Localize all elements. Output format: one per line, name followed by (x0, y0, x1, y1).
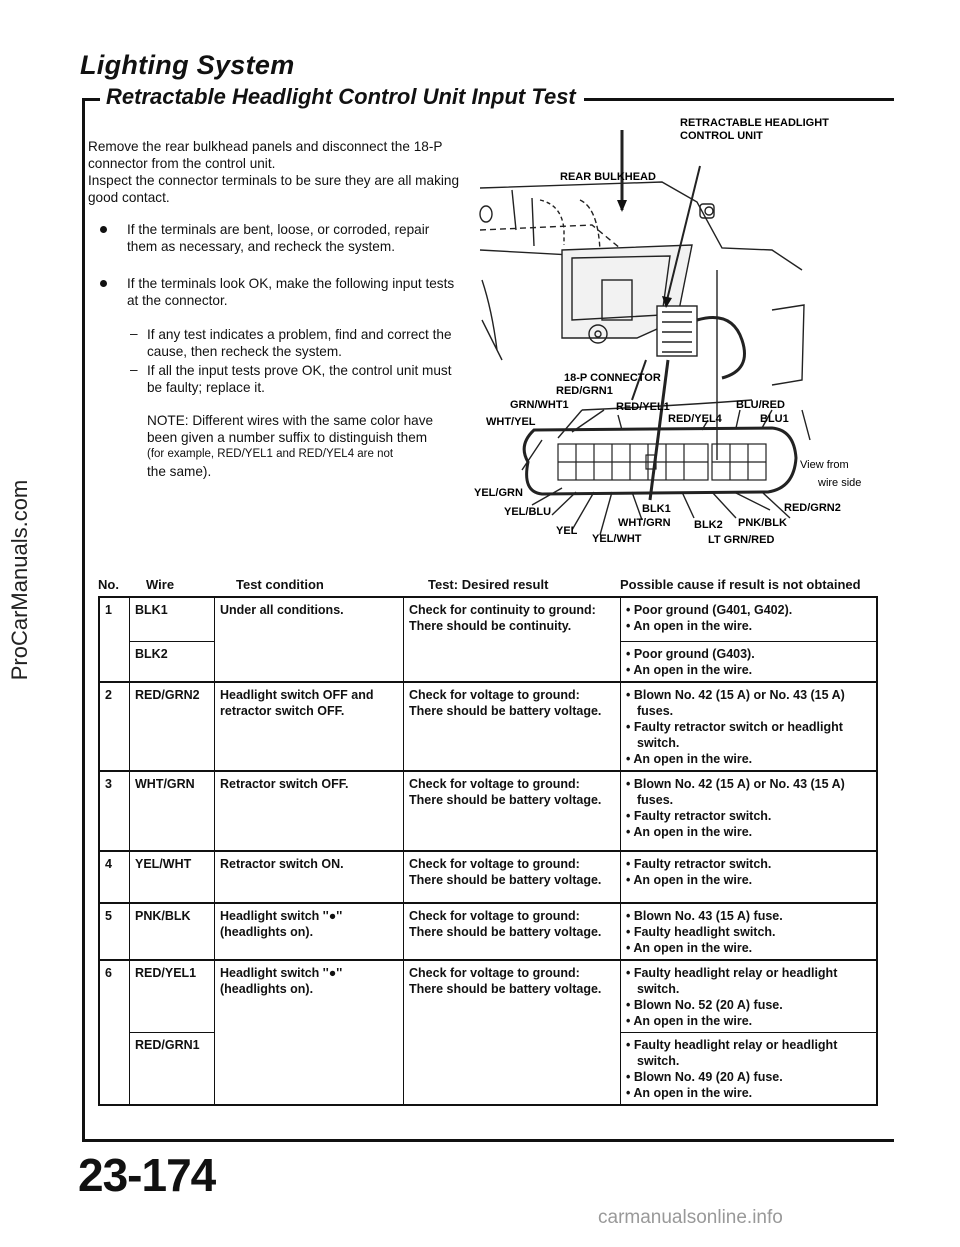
cause-item: • Blown No. 49 (20 A) fuse. (626, 1069, 783, 1084)
cell-causes (621, 903, 878, 960)
cell-condition: Retractor switch OFF. (215, 771, 404, 851)
label-lt-grn-red: LT GRN/RED (708, 534, 775, 546)
th-cause: Possible cause if result is not obtained (620, 577, 861, 592)
cell-wire: PNK/BLK (130, 903, 215, 960)
cause-item: • An open in the wire. (626, 751, 753, 766)
cell-no: 1 (99, 597, 130, 641)
cell-no: 5 (99, 903, 130, 960)
section-title: Lighting System (80, 50, 295, 80)
table-row (99, 771, 877, 851)
dash-1-text: If any test indicates a problem, find and correct the cause, then recheck the system. (147, 327, 452, 359)
table-row (99, 903, 877, 960)
cell-condition: Headlight switch OFF and retractor switch OFF. (215, 682, 404, 771)
cause-item: • An open in the wire. (626, 1085, 753, 1100)
page-number: 23-174 (78, 1149, 216, 1201)
label-red-grn1: RED/GRN1 (556, 385, 613, 397)
cell-condition (215, 1032, 404, 1105)
cell-causes (621, 771, 878, 851)
cell-no: 6 (99, 960, 130, 1033)
connector-diagram (472, 110, 892, 550)
cause-item: • Poor ground (G403). (626, 646, 755, 661)
label-view-from: View from wire side (800, 459, 862, 489)
bullet-2 (100, 275, 460, 309)
label-grn-wht1: GRN/WHT1 (510, 399, 569, 411)
cause-item: • Blown No. 52 (20 A) fuse. (626, 997, 783, 1012)
cell-causes (621, 851, 878, 903)
intro-text (88, 138, 462, 206)
cell-result (404, 641, 621, 682)
label-control-unit (680, 117, 832, 142)
label-wht-yel: WHT/YEL (486, 416, 536, 428)
cause-item: • An open in the wire. (626, 940, 753, 955)
cause-item: • An open in the wire. (626, 872, 753, 887)
dash-2-text: If all the input tests prove OK, the control unit must be faulty; replace it. (147, 363, 452, 395)
intro-p2: Inspect the connector terminals to be sure they are all making good contact. (88, 173, 460, 205)
cell-condition: Retractor switch ON. (215, 851, 404, 903)
dash-1: – If any test indicates a problem, find and correct the cause, then recheck the system. (130, 326, 462, 360)
label-yel: YEL (556, 525, 578, 537)
label-control-unit-l2: CONTROL UNIT (680, 130, 763, 142)
cell-result: Check for voltage to ground: There should be battery voltage. (404, 903, 621, 960)
label-yel-wht: YEL/WHT (592, 533, 642, 545)
cell-wire: WHT/GRN (130, 771, 215, 851)
table-row (99, 641, 877, 682)
label-pnk-blk: PNK/BLK (738, 517, 787, 529)
cell-wire: BLK1 (130, 597, 215, 641)
note (147, 412, 463, 480)
th-no: No. (98, 577, 119, 592)
cause-item: • An open in the wire. (626, 662, 753, 677)
cell-no: 3 (99, 771, 130, 851)
bullet-dot (100, 280, 107, 287)
bullet-dot (100, 226, 107, 233)
label-wht-grn: WHT/GRN (618, 517, 671, 529)
label-yel-grn: YEL/GRN (474, 487, 523, 499)
label-yel-blu: YEL/BLU (504, 506, 552, 518)
cell-wire: RED/GRN1 (130, 1032, 215, 1105)
label-blu1: BLU1 (760, 413, 789, 425)
watermark-text: ProCarManuals.com (7, 479, 32, 681)
label-blk1: BLK1 (642, 503, 671, 515)
cause-item: • Faulty headlight relay or headlight switch. (626, 1037, 838, 1068)
subtitle: Retractable Headlight Control Unit Input Test (106, 84, 576, 109)
table-row (99, 682, 877, 771)
cause-item: • Faulty headlight relay or headlight switch. (626, 965, 838, 996)
th-result: Test: Desired result (428, 577, 549, 592)
label-red-yel1: RED/YEL1 (616, 401, 670, 413)
label-control-unit-l1: RETRACTABLE HEADLIGHT (680, 117, 829, 129)
label-blk2: BLK2 (694, 519, 723, 531)
note-end: the same). (147, 464, 212, 479)
bullet-1 (100, 221, 460, 255)
table-row (99, 851, 877, 903)
cell-result: Check for voltage to ground: There should be battery voltage. (404, 851, 621, 903)
cell-condition: Headlight switch ''●'' (headlights on). (215, 903, 404, 960)
subtitle-rule-right (584, 98, 894, 101)
label-connector: 18-P CONNECTOR (564, 372, 661, 384)
cell-no: 2 (99, 682, 130, 771)
bullet-1-text: If the terminals are bent, loose, or corroded, repair them as necessary, and recheck the system. (127, 222, 430, 254)
bottom-border (82, 1139, 894, 1142)
cell-result (404, 1032, 621, 1105)
cell-no: 4 (99, 851, 130, 903)
cell-result: Check for voltage to ground: There should be battery voltage. (404, 771, 621, 851)
cell-causes (621, 682, 878, 771)
th-wire: Wire (146, 577, 175, 592)
cause-item: • Faulty headlight switch. (626, 924, 776, 939)
table-body (99, 597, 877, 1105)
cell-causes (621, 960, 878, 1033)
table-row (99, 1032, 877, 1105)
cell-causes (621, 641, 878, 682)
cell-no (99, 641, 130, 682)
cell-condition (215, 641, 404, 682)
input-test-table (98, 596, 878, 1106)
cell-causes (621, 1032, 878, 1105)
cell-wire: BLK2 (130, 641, 215, 682)
cell-wire: RED/YEL1 (130, 960, 215, 1033)
cause-item: • Faulty retractor switch or headlight switch. (626, 719, 843, 750)
cause-item: • Blown No. 42 (15 A) or No. 43 (15 A) fuses. (626, 776, 845, 807)
bullet-2-text: If the terminals look OK, make the following input tests at the connector. (127, 276, 455, 308)
cause-item: • An open in the wire. (626, 619, 753, 633)
left-border (82, 98, 85, 1141)
label-red-grn2: RED/GRN2 (784, 502, 841, 514)
table-row (99, 960, 877, 1033)
cell-wire: RED/GRN2 (130, 682, 215, 771)
cell-condition: Under all conditions. (215, 597, 404, 641)
side-watermark (0, 330, 38, 830)
intro-p1: Remove the rear bulkhead panels and disconnect the 18-P connector from the control unit. (88, 139, 443, 171)
cell-condition: Headlight switch ''●'' (headlights on). (215, 960, 404, 1033)
cell-wire: YEL/WHT (130, 851, 215, 903)
note-text: NOTE: Different wires with the same color have been given a number suffix to distinguish them (147, 413, 434, 445)
dash-2: – If all the input tests prove OK, the control unit must be faulty; replace it. (130, 362, 462, 396)
cause-item: • Blown No. 43 (15 A) fuse. (626, 908, 783, 923)
cell-no (99, 1032, 130, 1105)
cause-item: • Faulty retractor switch. (626, 856, 772, 871)
label-blu-red: BLU/RED (736, 399, 785, 411)
cause-item: • Poor ground (G401, G402). (626, 603, 793, 617)
table-row (99, 597, 877, 641)
th-condition: Test condition (236, 577, 324, 592)
footer-watermark: carmanualsonline.info (598, 1207, 783, 1228)
cause-item: • Faulty retractor switch. (626, 808, 772, 823)
label-rear-bulkhead: REAR BULKHEAD (560, 171, 656, 183)
label-red-yel4: RED/YEL4 (668, 413, 722, 425)
cause-item: • Blown No. 42 (15 A) or No. 43 (15 A) fuses. (626, 687, 845, 718)
cause-item: • An open in the wire. (626, 1013, 753, 1028)
note-small: (for example, RED/YEL1 and RED/YEL4 are not (147, 448, 394, 460)
cell-result: Check for voltage to ground: There should be battery voltage. (404, 682, 621, 771)
cell-causes (621, 597, 878, 641)
cell-result: Check for voltage to ground: There should be battery voltage. (404, 960, 621, 1033)
cell-result: Check for continuity to ground: There should be continuity. (404, 597, 621, 641)
cause-item: • An open in the wire. (626, 824, 753, 839)
